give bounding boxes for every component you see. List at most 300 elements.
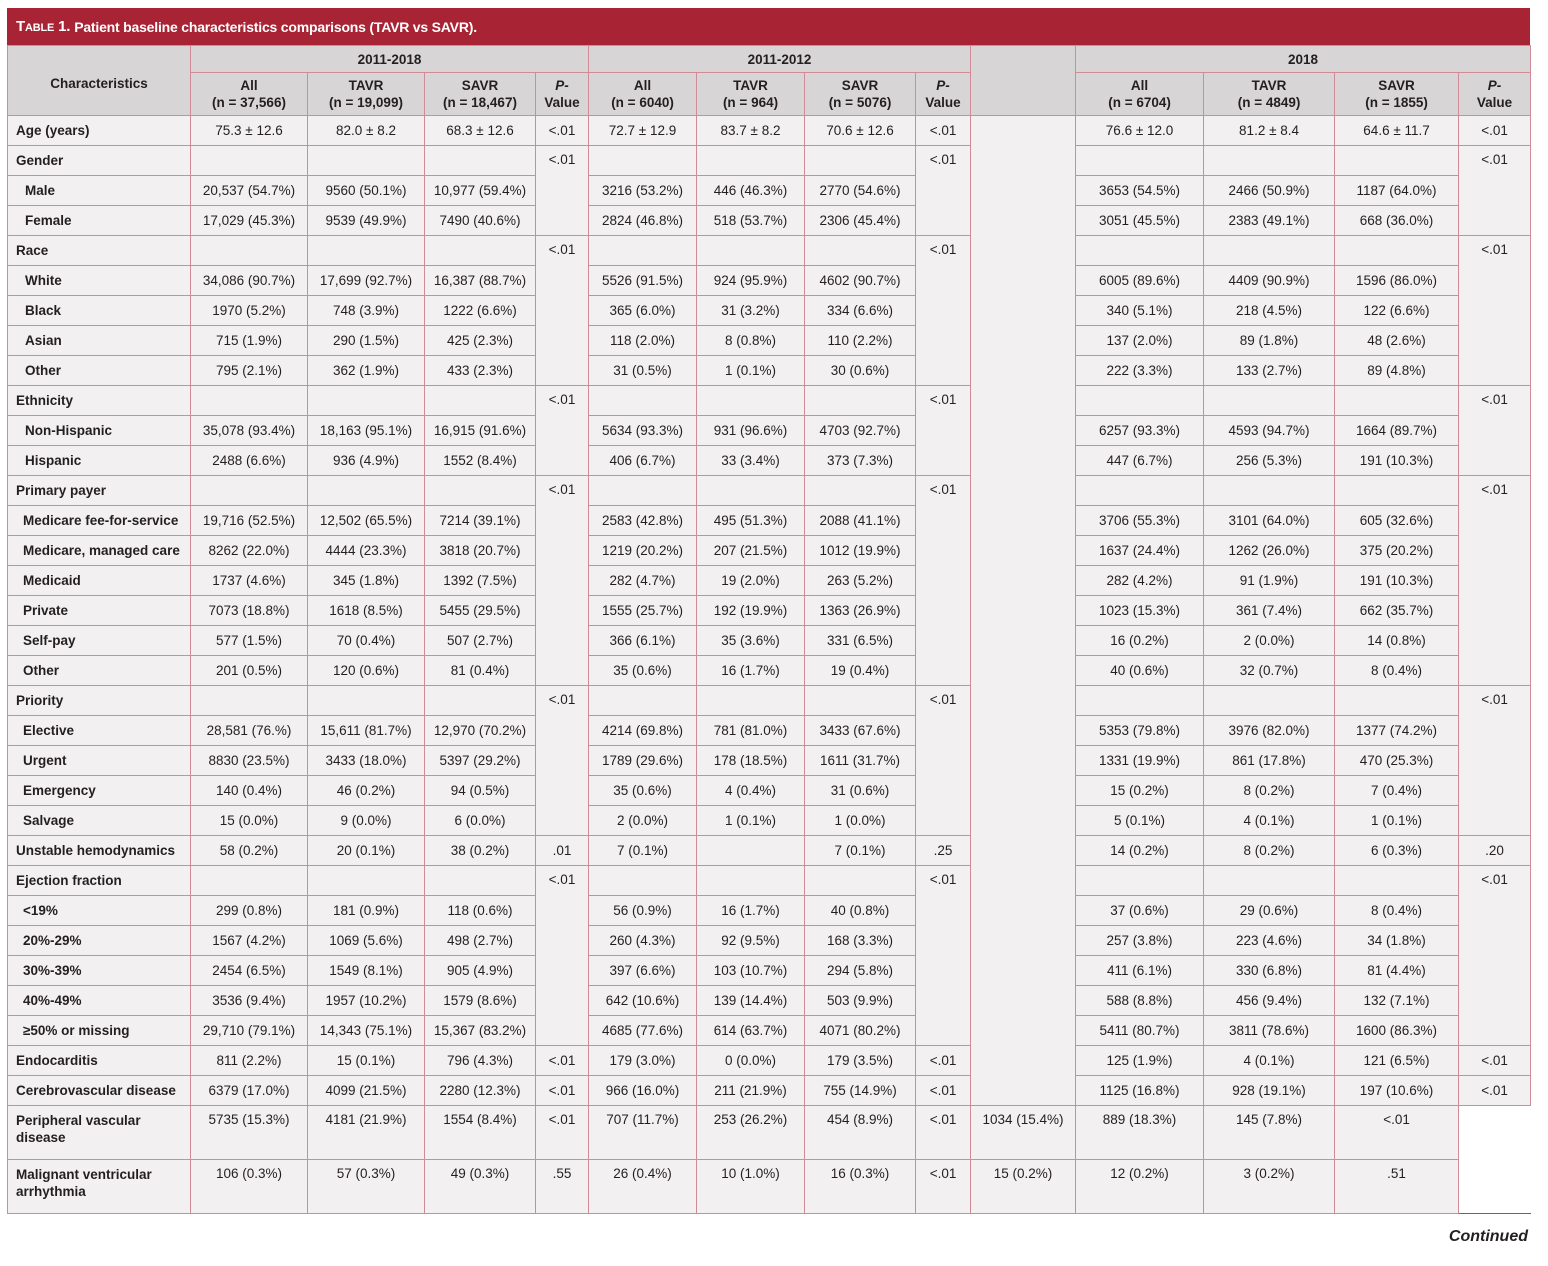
cell — [697, 236, 805, 266]
cell: 211 (21.9%) — [697, 1076, 805, 1106]
p-value: <.01 — [536, 1046, 589, 1076]
cell: 796 (4.3%) — [425, 1046, 536, 1076]
cell: 2488 (6.6%) — [191, 446, 308, 476]
cell: 397 (6.6%) — [589, 956, 697, 986]
cell: 4593 (94.7%) — [1204, 416, 1335, 446]
cell: 145 (7.8%) — [1204, 1106, 1335, 1160]
table-row-ef-20-29 — [8, 926, 1531, 956]
cell: 223 (4.6%) — [1204, 926, 1335, 956]
p-value: <.01 — [916, 1106, 971, 1160]
cell: 3101 (64.0%) — [1204, 506, 1335, 536]
cell: 3653 (54.5%) — [1076, 176, 1204, 206]
cell: 106 (0.3%) — [191, 1160, 308, 1214]
cell: 668 (36.0%) — [1335, 206, 1459, 236]
cell: 81 (4.4%) — [1335, 956, 1459, 986]
cell: 8 (0.2%) — [1204, 776, 1335, 806]
cell: 191 (10.3%) — [1335, 446, 1459, 476]
header-period-2011-2018: 2011-2018 — [191, 46, 589, 73]
cell: 31 (0.5%) — [589, 356, 697, 386]
cell: 1262 (26.0%) — [1204, 536, 1335, 566]
cell: 1970 (5.2%) — [191, 296, 308, 326]
cell — [1204, 146, 1335, 176]
row-label: Urgent — [8, 746, 191, 776]
cell — [1076, 476, 1204, 506]
row-label: Other — [8, 356, 191, 386]
cell: 928 (19.1%) — [1204, 1076, 1335, 1106]
p-value: <.01 — [536, 1076, 589, 1106]
cell: 614 (63.7%) — [697, 1016, 805, 1046]
cell: 2454 (6.5%) — [191, 956, 308, 986]
cell: 795 (2.1%) — [191, 356, 308, 386]
table-row-race — [8, 236, 1531, 266]
cell: 29 (0.6%) — [1204, 896, 1335, 926]
cell: 179 (3.5%) — [805, 1046, 916, 1076]
cell: 781 (81.0%) — [697, 716, 805, 746]
cell: 4214 (69.8%) — [589, 716, 697, 746]
cell: 1637 (24.4%) — [1076, 536, 1204, 566]
cell — [697, 866, 805, 896]
cell — [697, 146, 805, 176]
cell: 16 (0.3%) — [805, 1160, 916, 1214]
cell: 3811 (78.6%) — [1204, 1016, 1335, 1046]
cell: 8 (0.4%) — [1335, 656, 1459, 686]
table-row-ef-40-49 — [8, 986, 1531, 1016]
cell: 207 (21.5%) — [697, 536, 805, 566]
table-row-malignant-ventricular-arrhythmia — [8, 1160, 1531, 1214]
cell: 5353 (79.8%) — [1076, 716, 1204, 746]
cell: 2 (0.0%) — [1204, 626, 1335, 656]
p-value: <.01 — [536, 386, 589, 476]
row-label: Private — [8, 596, 191, 626]
cell: 5526 (91.5%) — [589, 266, 697, 296]
cell — [425, 476, 536, 506]
cell: 1596 (86.0%) — [1335, 266, 1459, 296]
cell: 118 (0.6%) — [425, 896, 536, 926]
p-value: <.01 — [916, 146, 971, 236]
cell: 748 (3.9%) — [308, 296, 425, 326]
cell: 57 (0.3%) — [308, 1160, 425, 1214]
header-characteristics: Characteristics — [8, 46, 191, 116]
cell — [191, 866, 308, 896]
row-label: Age (years) — [8, 116, 191, 146]
cell: 8 (0.8%) — [697, 326, 805, 356]
cell: 15,367 (83.2%) — [425, 1016, 536, 1046]
table-number: Table 1. — [16, 18, 71, 35]
cell: 447 (6.7%) — [1076, 446, 1204, 476]
cell: 1 (0.1%) — [697, 806, 805, 836]
cell: 2088 (41.1%) — [805, 506, 916, 536]
cell: 92 (9.5%) — [697, 926, 805, 956]
cell: 137 (2.0%) — [1076, 326, 1204, 356]
row-label: Gender — [8, 146, 191, 176]
table-row-elective — [8, 716, 1531, 746]
cell: 5 (0.1%) — [1076, 806, 1204, 836]
cell: 446 (46.3%) — [697, 176, 805, 206]
cell: 191 (10.3%) — [1335, 566, 1459, 596]
header-savr-2011-2012: SAVR (n = 5076) — [805, 73, 916, 116]
cell — [191, 476, 308, 506]
cell: 1392 (7.5%) — [425, 566, 536, 596]
cell: 1789 (29.6%) — [589, 746, 697, 776]
row-label: Malignant ventricular arrhythmia — [8, 1160, 191, 1214]
cell — [1076, 236, 1204, 266]
cell: 2466 (50.9%) — [1204, 176, 1335, 206]
cell: 495 (51.3%) — [697, 506, 805, 536]
row-label: <19% — [8, 896, 191, 926]
p-value: <.01 — [916, 1046, 971, 1076]
cell: 454 (8.9%) — [805, 1106, 916, 1160]
p-value: <.01 — [536, 146, 589, 236]
cell: 4 (0.1%) — [1204, 806, 1335, 836]
cell: 5735 (15.3%) — [191, 1106, 308, 1160]
header-tavr-2011-2018: TAVR (n = 19,099) — [308, 73, 425, 116]
cell: 5397 (29.2%) — [425, 746, 536, 776]
table-row-race-other — [8, 356, 1531, 386]
cell: 334 (6.6%) — [805, 296, 916, 326]
cell: 373 (7.3%) — [805, 446, 916, 476]
cell: 1 (0.1%) — [1335, 806, 1459, 836]
table-row-ejection-fraction — [8, 866, 1531, 896]
p-value: <.01 — [1459, 1046, 1531, 1076]
table-row-black — [8, 296, 1531, 326]
p-value: <.01 — [916, 116, 971, 146]
cell: 290 (1.5%) — [308, 326, 425, 356]
cell: 1187 (64.0%) — [1335, 176, 1459, 206]
cell: 345 (1.8%) — [308, 566, 425, 596]
p-value: <.01 — [916, 686, 971, 836]
cell: 7 (0.1%) — [805, 836, 916, 866]
cell: 218 (4.5%) — [1204, 296, 1335, 326]
cell: 406 (6.7%) — [589, 446, 697, 476]
row-label: 40%-49% — [8, 986, 191, 1016]
baseline-characteristics-table — [7, 45, 1531, 1214]
cell: 3433 (18.0%) — [308, 746, 425, 776]
cell: 18,163 (95.1%) — [308, 416, 425, 446]
cell: 16 (1.7%) — [697, 656, 805, 686]
row-label: Asian — [8, 326, 191, 356]
cell: 35 (3.6%) — [697, 626, 805, 656]
p-value: <.01 — [1459, 236, 1531, 386]
cell: 58 (0.2%) — [191, 836, 308, 866]
cell: 46 (0.2%) — [308, 776, 425, 806]
cell: 15,611 (81.7%) — [308, 716, 425, 746]
cell: 1957 (10.2%) — [308, 986, 425, 1016]
cell — [1204, 476, 1335, 506]
cell: 82.0 ± 8.2 — [308, 116, 425, 146]
table-row-ef-50-plus — [8, 1016, 1531, 1046]
row-label: Non-Hispanic — [8, 416, 191, 446]
cell — [1335, 866, 1459, 896]
cell: 40 (0.6%) — [1076, 656, 1204, 686]
cell: 6257 (93.3%) — [1076, 416, 1204, 446]
table-row-medicaid — [8, 566, 1531, 596]
cell: 222 (3.3%) — [1076, 356, 1204, 386]
cell — [425, 686, 536, 716]
cell — [1076, 686, 1204, 716]
table-row-primary-payer — [8, 476, 1531, 506]
cell — [191, 386, 308, 416]
cell: 9539 (49.9%) — [308, 206, 425, 236]
cell: 433 (2.3%) — [425, 356, 536, 386]
row-label: Other — [8, 656, 191, 686]
cell: 15 (0.0%) — [191, 806, 308, 836]
cell: 375 (20.2%) — [1335, 536, 1459, 566]
table-title-bar — [7, 8, 1530, 45]
cell: 29,710 (79.1%) — [191, 1016, 308, 1046]
cell: 256 (5.3%) — [1204, 446, 1335, 476]
cell — [308, 866, 425, 896]
header-row-periods — [8, 46, 1531, 73]
cell: 2 (0.0%) — [589, 806, 697, 836]
p-value: <.01 — [536, 116, 589, 146]
cell: 19 (0.4%) — [805, 656, 916, 686]
cell: 3818 (20.7%) — [425, 536, 536, 566]
cell — [1335, 476, 1459, 506]
row-label: Race — [8, 236, 191, 266]
cell: 28,581 (76.%) — [191, 716, 308, 746]
cell: 16,387 (88.7%) — [425, 266, 536, 296]
cell: 3706 (55.3%) — [1076, 506, 1204, 536]
cell: 8830 (23.5%) — [191, 746, 308, 776]
cell: 14,343 (75.1%) — [308, 1016, 425, 1046]
cell: 8262 (22.0%) — [191, 536, 308, 566]
row-label: Primary payer — [8, 476, 191, 506]
table-row-medicare-managed — [8, 536, 1531, 566]
cell: 1600 (86.3%) — [1335, 1016, 1459, 1046]
cell: 4602 (90.7%) — [805, 266, 916, 296]
cell: 366 (6.1%) — [589, 626, 697, 656]
cell: 64.6 ± 11.7 — [1335, 116, 1459, 146]
cell: 6 (0.3%) — [1335, 836, 1459, 866]
cell — [1076, 866, 1204, 896]
cell: 1618 (8.5%) — [308, 596, 425, 626]
cell: 299 (0.8%) — [191, 896, 308, 926]
cell: 282 (4.2%) — [1076, 566, 1204, 596]
row-label: Medicaid — [8, 566, 191, 596]
header-tavr-2011-2012: TAVR (n = 964) — [697, 73, 805, 116]
header-savr-2011-2018: SAVR (n = 18,467) — [425, 73, 536, 116]
cell — [805, 236, 916, 266]
cell: 12,970 (70.2%) — [425, 716, 536, 746]
table-row-non-hispanic — [8, 416, 1531, 446]
cell — [1335, 146, 1459, 176]
cell: 7 (0.4%) — [1335, 776, 1459, 806]
cell: 577 (1.5%) — [191, 626, 308, 656]
row-label: Cerebrovascular disease — [8, 1076, 191, 1106]
header-row-groups — [8, 73, 1531, 116]
cell: 20,537 (54.7%) — [191, 176, 308, 206]
cell — [308, 236, 425, 266]
row-label: 30%-39% — [8, 956, 191, 986]
cell: 40 (0.8%) — [805, 896, 916, 926]
cell — [1204, 236, 1335, 266]
cell: 0 (0.0%) — [697, 1046, 805, 1076]
cell: 125 (1.9%) — [1076, 1046, 1204, 1076]
cell: 19 (2.0%) — [697, 566, 805, 596]
cell: 1023 (15.3%) — [1076, 596, 1204, 626]
cell: 1737 (4.6%) — [191, 566, 308, 596]
cell: 642 (10.6%) — [589, 986, 697, 1016]
cell: 20 (0.1%) — [308, 836, 425, 866]
cell: 178 (18.5%) — [697, 746, 805, 776]
cell — [425, 866, 536, 896]
p-value: <.01 — [916, 386, 971, 476]
cell: 35,078 (93.4%) — [191, 416, 308, 446]
table-row-priority — [8, 686, 1531, 716]
table-row-age — [8, 116, 1531, 146]
cell — [308, 686, 425, 716]
cell: 2306 (45.4%) — [805, 206, 916, 236]
cell: 518 (53.7%) — [697, 206, 805, 236]
row-label: Black — [8, 296, 191, 326]
cell: 10,977 (59.4%) — [425, 176, 536, 206]
p-value: <.01 — [1459, 476, 1531, 686]
cell: 340 (5.1%) — [1076, 296, 1204, 326]
row-label: Ejection fraction — [8, 866, 191, 896]
cell: 931 (96.6%) — [697, 416, 805, 446]
cell: 1 (0.0%) — [805, 806, 916, 836]
cell: 192 (19.9%) — [697, 596, 805, 626]
cell — [589, 686, 697, 716]
cell: 16 (0.2%) — [1076, 626, 1204, 656]
cell — [1076, 386, 1204, 416]
cell — [589, 476, 697, 506]
p-value: <.01 — [916, 866, 971, 1046]
cell: 1 (0.1%) — [697, 356, 805, 386]
cell: 133 (2.7%) — [1204, 356, 1335, 386]
cell — [805, 686, 916, 716]
cell: 14 (0.2%) — [1076, 836, 1204, 866]
cell: 365 (6.0%) — [589, 296, 697, 326]
cell: 966 (16.0%) — [589, 1076, 697, 1106]
cell: 2383 (49.1%) — [1204, 206, 1335, 236]
cell: 56 (0.9%) — [589, 896, 697, 926]
p-value: <.01 — [1459, 1076, 1531, 1106]
row-label: White — [8, 266, 191, 296]
p-value: <.01 — [1459, 386, 1531, 476]
p-value: <.01 — [916, 236, 971, 386]
row-label: Ethnicity — [8, 386, 191, 416]
cell — [1204, 386, 1335, 416]
row-label: Elective — [8, 716, 191, 746]
table-row-endocarditis — [8, 1046, 1531, 1076]
cell: 32 (0.7%) — [1204, 656, 1335, 686]
header-all-2011-2012: All (n = 6040) — [589, 73, 697, 116]
cell: 3051 (45.5%) — [1076, 206, 1204, 236]
cell — [589, 146, 697, 176]
p-value: .51 — [1335, 1160, 1459, 1214]
cell — [191, 236, 308, 266]
cell: 2280 (12.3%) — [425, 1076, 536, 1106]
cell: 94 (0.5%) — [425, 776, 536, 806]
cell: 361 (7.4%) — [1204, 596, 1335, 626]
table-row-male — [8, 176, 1531, 206]
cell — [805, 386, 916, 416]
cell: 6 (0.0%) — [425, 806, 536, 836]
cell — [697, 836, 805, 866]
cell: 201 (0.5%) — [191, 656, 308, 686]
p-value: <.01 — [536, 476, 589, 686]
cell: 507 (2.7%) — [425, 626, 536, 656]
cell: 12 (0.2%) — [1076, 1160, 1204, 1214]
p-value: <.01 — [1459, 146, 1531, 236]
header-period-2011-2012: 2011-2012 — [589, 46, 971, 73]
cell — [425, 386, 536, 416]
header-spacer — [971, 46, 1076, 116]
cell: 253 (26.2%) — [697, 1106, 805, 1160]
cell: 1125 (16.8%) — [1076, 1076, 1204, 1106]
cell: 4444 (23.3%) — [308, 536, 425, 566]
cell — [1335, 236, 1459, 266]
cell: 168 (3.3%) — [805, 926, 916, 956]
header-all-2018: All (n = 6704) — [1076, 73, 1204, 116]
cell — [589, 236, 697, 266]
cell — [589, 386, 697, 416]
row-label: Medicare fee-for-service — [8, 506, 191, 536]
cell: 936 (4.9%) — [308, 446, 425, 476]
row-label: 20%-29% — [8, 926, 191, 956]
row-label: Priority — [8, 686, 191, 716]
cell: 4703 (92.7%) — [805, 416, 916, 446]
cell: 9 (0.0%) — [308, 806, 425, 836]
cell: 81 (0.4%) — [425, 656, 536, 686]
cell: 19,716 (52.5%) — [191, 506, 308, 536]
table-row-asian — [8, 326, 1531, 356]
cell: 121 (6.5%) — [1335, 1046, 1459, 1076]
p-value: <.01 — [1459, 686, 1531, 836]
row-label: Male — [8, 176, 191, 206]
cell: 75.3 ± 12.6 — [191, 116, 308, 146]
cell: 9560 (50.1%) — [308, 176, 425, 206]
cell: 72.7 ± 12.9 — [589, 116, 697, 146]
row-label: Unstable hemodynamics — [8, 836, 191, 866]
p-value: <.01 — [916, 1160, 971, 1214]
table-row-white — [8, 266, 1531, 296]
table-row-gender — [8, 146, 1531, 176]
p-value: <.01 — [916, 1076, 971, 1106]
cell — [425, 236, 536, 266]
cell: 588 (8.8%) — [1076, 986, 1204, 1016]
cell: 1567 (4.2%) — [191, 926, 308, 956]
table-row-medicare-ffs — [8, 506, 1531, 536]
cell: 456 (9.4%) — [1204, 986, 1335, 1016]
table-row-self-pay — [8, 626, 1531, 656]
table-row-emergency — [8, 776, 1531, 806]
cell: 89 (4.8%) — [1335, 356, 1459, 386]
table-row-payer-other — [8, 656, 1531, 686]
cell: 31 (0.6%) — [805, 776, 916, 806]
cell: 294 (5.8%) — [805, 956, 916, 986]
cell: 1554 (8.4%) — [425, 1106, 536, 1160]
cell — [589, 866, 697, 896]
cell: 16 (1.7%) — [697, 896, 805, 926]
cell: 503 (9.9%) — [805, 986, 916, 1016]
header-all-2011-2018: All (n = 37,566) — [191, 73, 308, 116]
cell: 1222 (6.6%) — [425, 296, 536, 326]
cell: 91 (1.9%) — [1204, 566, 1335, 596]
table-row-ef-lt19 — [8, 896, 1531, 926]
cell — [697, 686, 805, 716]
cell: 118 (2.0%) — [589, 326, 697, 356]
cell: 3433 (67.6%) — [805, 716, 916, 746]
spacer-column — [971, 116, 1076, 1106]
cell — [1076, 146, 1204, 176]
cell: 89 (1.8%) — [1204, 326, 1335, 356]
cell — [1204, 866, 1335, 896]
cell — [697, 476, 805, 506]
cell: 49 (0.3%) — [425, 1160, 536, 1214]
cell: 197 (10.6%) — [1335, 1076, 1459, 1106]
